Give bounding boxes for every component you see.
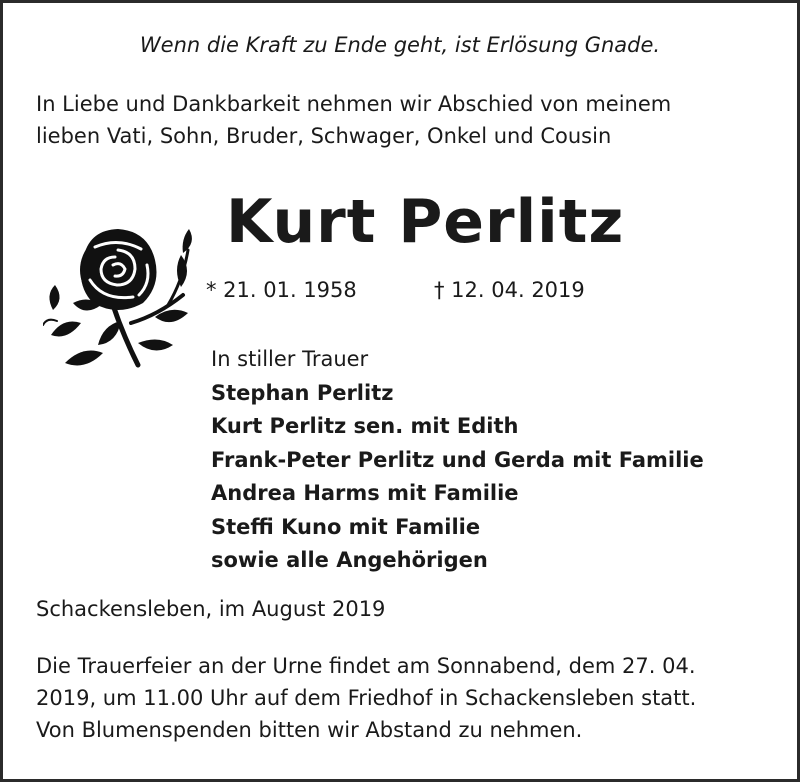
mourner-name: Stephan Perlitz xyxy=(211,380,394,405)
funeral-info xyxy=(36,650,696,746)
mourner-name: Steffi Kuno mit Familie xyxy=(211,514,481,539)
life-dates xyxy=(206,278,585,302)
mourner-name: Andrea Harms mit Familie xyxy=(211,481,519,505)
rose-icon xyxy=(43,225,205,375)
funeral-line: Die Trauerfeier an der Urne findet am Sonnabend, dem 27. 04. xyxy=(36,654,696,678)
intro-line: In Liebe und Dankbarkeit nehmen wir Abschied von meinem xyxy=(36,92,672,116)
intro-line: lieben Vati, Sohn, Bruder, Schwager, Onkel und Cousin xyxy=(36,124,612,148)
mourners-lead: In stiller Trauer xyxy=(211,347,369,371)
birth-date: * 21. 01. 1958 xyxy=(206,278,357,302)
place-date: Schackensleben, im August 2019 xyxy=(36,597,386,621)
funeral-line: Von Blumenspenden bitten wir Abstand zu nehmen. xyxy=(36,718,583,742)
mourner-name: sowie alle Angehörigen xyxy=(211,548,488,572)
mourners-list xyxy=(211,343,704,578)
mourner-name: Frank-Peter Perlitz und Gerda mit Familie xyxy=(211,447,704,472)
funeral-line: 2019, um 11.00 Uhr auf dem Friedhof in Schackensleben statt. xyxy=(36,686,697,710)
death-date: † 12. 04. 2019 xyxy=(434,278,585,302)
motto: Wenn die Kraft zu Ende geht, ist Erlösung Gnade. xyxy=(139,33,661,57)
mourner-name: Kurt Perlitz sen. mit Edith xyxy=(211,414,519,438)
deceased-name: Kurt Perlitz xyxy=(226,187,625,257)
intro-text xyxy=(36,88,671,152)
